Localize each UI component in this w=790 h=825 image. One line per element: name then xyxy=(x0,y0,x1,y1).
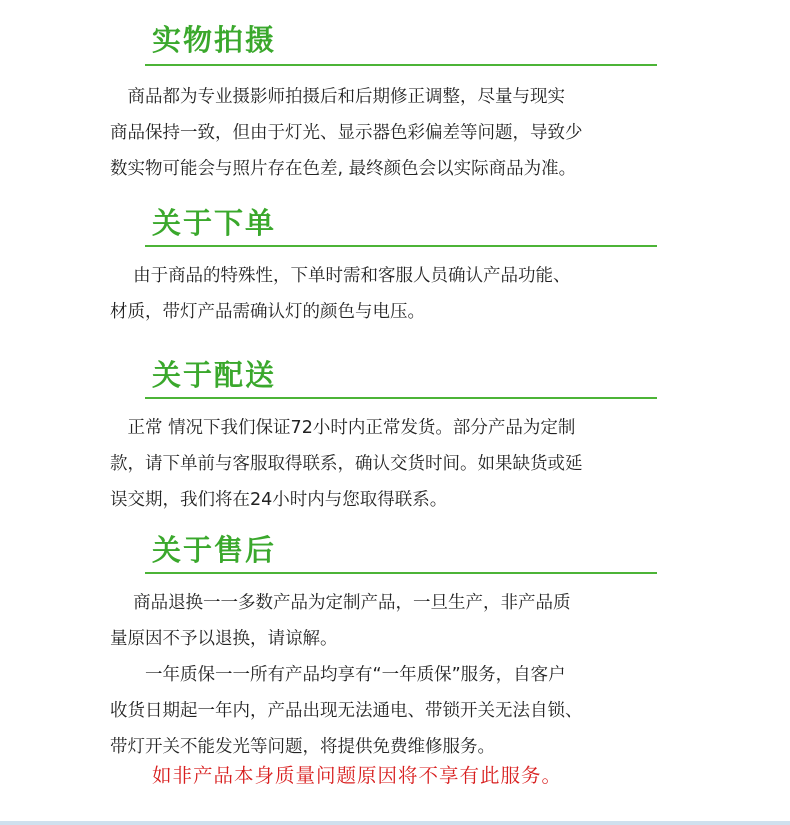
section-title-delivery: 关于配送 xyxy=(152,358,277,392)
body-line: 误交期，我们将在24小时内与您取得联系。 xyxy=(110,490,448,510)
section-title-after-sales: 关于售后 xyxy=(152,533,277,567)
body-line: 商品保持一致，但由于灯光、显示器色彩偏差等问题，导致少 xyxy=(110,123,583,143)
body-line: 量原因不予以退换，请谅解。 xyxy=(110,629,338,649)
section-divider xyxy=(145,572,657,574)
section-body-ordering xyxy=(110,258,670,330)
section-divider xyxy=(145,245,657,247)
body-line: 商品都为专业摄影师拍摄后和后期修正调整，尽量与现实 xyxy=(110,87,565,107)
body-line: 由于商品的特殊性，下单时需和客服人员确认产品功能、 xyxy=(110,266,571,286)
body-line: 数实物可能会与照片存在色差, 最终颜色会以实际商品为准。 xyxy=(110,159,577,179)
body-line: 商品退换一一多数产品为定制产品，一旦生产，非产品质 xyxy=(110,593,571,613)
page-bottom-border xyxy=(0,821,790,825)
service-exclusion-notice: 如非产品本身质量问题原因将不享有此服务。 xyxy=(152,764,563,787)
section-title-photography: 实物拍摄 xyxy=(152,23,277,57)
section-body-delivery xyxy=(110,410,670,518)
body-line: 材质，带灯产品需确认灯的颜色与电压。 xyxy=(110,302,425,322)
section-divider xyxy=(145,397,657,399)
body-line: 款，请下单前与客服取得联系，确认交货时间。如果缺货或延 xyxy=(110,454,583,474)
section-divider xyxy=(145,64,657,66)
section-body-photography xyxy=(110,79,670,187)
body-line: 带灯开关不能发光等问题，将提供免费维修服务。 xyxy=(110,737,495,757)
body-line: 正常 情况下我们保证72小时内正常发货。部分产品为定制 xyxy=(110,418,576,438)
body-line: 收货日期起一年内，产品出现无法通电、带锁开关无法自锁、 xyxy=(110,701,583,721)
section-body-after-sales xyxy=(110,585,670,765)
section-title-ordering: 关于下单 xyxy=(152,206,277,240)
body-line: 一年质保一一所有产品均享有“一年质保”服务，自客户 xyxy=(110,665,566,685)
